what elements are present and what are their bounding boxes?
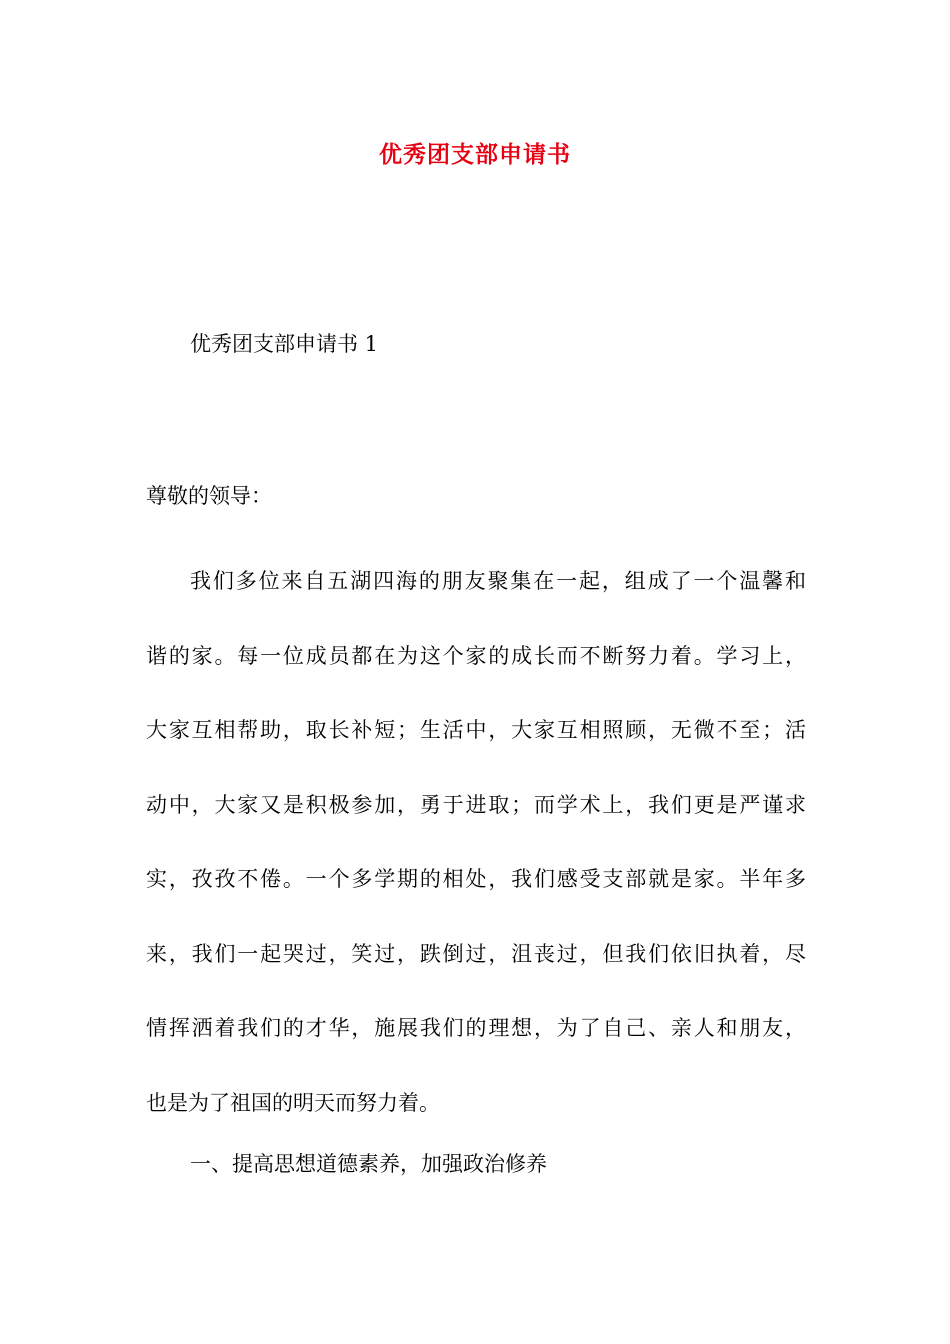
salutation: 尊敬的领导： (146, 484, 272, 508)
paragraph-line: 来，我们一起哭过，笑过，跌倒过，沮丧过，但我们依旧执着，尽 (146, 941, 806, 966)
paragraph-line: 实，孜孜不倦。一个多学期的相处，我们感受支部就是家。半年多 (146, 867, 806, 891)
paragraph-line: 谐的家。每一位成员都在为这个家的成长而不断努力着。学习上， (146, 643, 806, 668)
paragraph-line: 动中，大家又是积极参加，勇于进取；而学术上，我们更是严谨求 (146, 792, 806, 817)
document-title: 优秀团支部申请书 (379, 141, 571, 168)
paragraph-line: 大家互相帮助，取长补短；生活中，大家互相照顾，无微不至；活 (146, 718, 806, 742)
document-subtitle: 优秀团支部申请书 1 (190, 332, 379, 356)
body-paragraph (146, 544, 806, 1140)
paragraph-line: 也是为了祖国的明天而努力着。 (146, 1090, 440, 1115)
paragraph-line: 我们多位来自五湖四海的朋友聚集在一起，组成了一个温馨和 (190, 569, 806, 593)
section-heading: 一、提高思想道德素养，加强政治修养 (190, 1152, 547, 1176)
paragraph-line: 情挥洒着我们的才华，施展我们的理想，为了自己、亲人和朋友， (146, 1016, 806, 1040)
